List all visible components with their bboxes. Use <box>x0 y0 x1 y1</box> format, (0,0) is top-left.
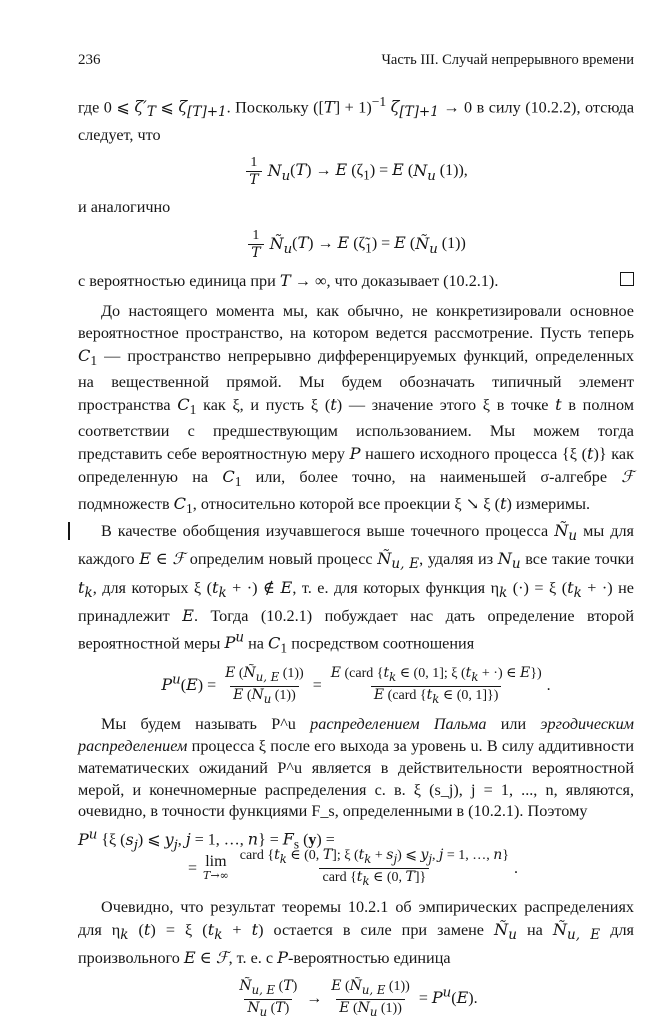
term-palm-distribution: распределением Пальма <box>310 714 487 733</box>
p6-text-c: или <box>486 714 541 733</box>
paragraph-6 <box>78 714 634 824</box>
margin-mark <box>68 522 70 540</box>
term-ergodic-distribution: эргодическим распределением <box>78 714 635 755</box>
formula-4: $P^u$ {ξ $(s_j)$ ⩽ $y_j$, j = 1, …, $n\} = F_s$ (y) = = lim T→∞ $\frac{card \{t_k \in (0, T]; \xi (t_k + s_j) ⩽ y_j, j = 1, \dots, n\}}{card \{t_k \in (0, T]\}}$ . <box>78 827 519 888</box>
p6-text-a: Мы будем называть P^u <box>101 714 311 733</box>
running-title: Часть III. Случай непрерывного времени <box>381 52 634 68</box>
formula-2: $\frac{1}{T}$ $Ñ_u(T) \to E$ $(\zetã_1) = E$ ($Ñ_u$ (1)) <box>78 227 634 262</box>
formula-5: $\frac{Ñ_{u, E} (T)}{N_u (T)}$ → $\frac{E (Ñ_{u, E} (1))}{E (N_u (1))}$ = $P^u(E)$. <box>239 978 478 1019</box>
formula-1: $\frac{1}{T}$ $N_u(T) \to E$ $(\zeta_1) = E$ ($N_u$ (1)), <box>78 154 634 189</box>
paragraph-7: Очевидно, что результат теоремы 10.2.1 об эмпирических распределениях для $\eta_k$ (t) = ξ $(t_k + t)$ остается в силе при замене $Ñ_u$ на $Ñ_{u, E}$ для произвольного E ∈ ℱ, т. е. с P-вероятностью единица <box>78 898 634 968</box>
p6-text-e: процесса ξ после его выхода за уровень u. В силу аддитивности математических ожиданий P^u является в действительности вероятностной мерой, и конечномерные распределения с. в. ξ (s_j), j = 1, ..., n, являются, очевидно, в точности функциями F_s, определенными в (10.2.1). Поэтому <box>78 736 634 821</box>
page-header <box>78 52 634 69</box>
paragraph-2: и аналогично <box>78 198 171 217</box>
paragraph-5: В качестве обобщения изучавшегося выше точечного процесса $Ñ_u$ мы для каждого E ∈ ℱ определим новый процесс $Ñ_{u, E}$, удаляя из $N_u$ все такие точки $t_k$, для которых ξ ($t_k$ + ·) ∉ E, т. е. для которых функция $\eta_k$ (·) = ξ ($t_k$ + ·) не принадлежит E. Тогда (10.2.1) побуждает нас дать определение второй вероятностной меры $P^u$ на $C_1$ посредством соотношения <box>78 521 634 656</box>
page <box>78 40 634 1021</box>
paragraph-4: До настоящего момента мы, как обычно, не конкретизировали основное вероятностное пространство, на котором ведется рассмотрение. Пусть теперь $C_1$ — пространство непрерывно дифференцируемых функций, определенных на вещественной прямой. Мы будем обозначать типичный элемент пространства $C_1$ как ξ, и пусть ξ (t) — значение этого ξ в точке t в полном соответствии с предшествующим использованием. Мы можем тогда представить себе вероятностную меру P нашего исходного процесса {ξ (t)} как определенную на $C_1$ или, более точно, на наименьшей σ-алгебре ℱ подмножеств $C_1$, относительно которой все проекции ξ ↘ ξ (t) измеримы. <box>78 302 634 517</box>
qed-square-icon <box>620 272 634 286</box>
page-number: 236 <box>78 52 101 68</box>
formula-3: $P^u(E)$ = $\frac{E (Ñ_{u, E} (1))}{E (N_u (1))}$ = $\frac{E (card \{t_k \in (0, 1]; \xi (t_k + \cdot) \in E\})}{E (card \{t_k \in (0, 1]\})}$ . <box>161 665 551 706</box>
paragraph-3: с вероятностью единица при T → ∞, что доказывает (10.2.1). <box>78 270 634 293</box>
paragraph-1: где 0 ⩽ $\zeta'_T$ ⩽ $\zeta_{[T]+1}$. Поскольку $([T] + 1)^{-1}$ $\zeta_{[T]+1} \to 0$ в силу (10.2.2), отсюда следует, что <box>78 94 635 144</box>
